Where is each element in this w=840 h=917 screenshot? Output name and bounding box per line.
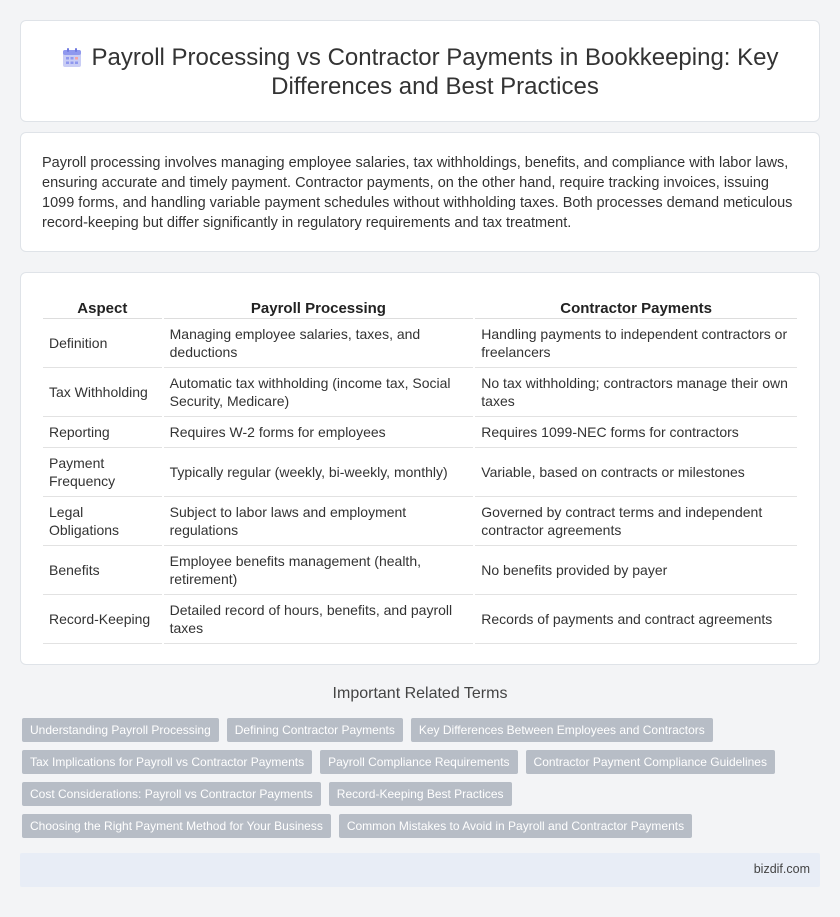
cell-contractor: Handling payments to independent contractors or freelancers bbox=[475, 319, 797, 368]
table-header-row bbox=[43, 297, 797, 319]
related-term-tag[interactable]: Understanding Payroll Processing bbox=[22, 718, 219, 742]
related-term-tag[interactable]: Common Mistakes to Avoid in Payroll and Contractor Payments bbox=[339, 814, 692, 838]
table-row bbox=[43, 319, 797, 368]
calendar-icon bbox=[61, 47, 83, 69]
cell-aspect: Definition bbox=[43, 319, 162, 368]
comparison-table bbox=[41, 297, 799, 644]
related-term-tag[interactable]: Choosing the Right Payment Method for Your Business bbox=[22, 814, 331, 838]
cell-aspect: Tax Withholding bbox=[43, 368, 162, 417]
cell-contractor: Variable, based on contracts or milestones bbox=[475, 448, 797, 497]
table-row bbox=[43, 417, 797, 448]
cell-payroll: Employee benefits management (health, retirement) bbox=[164, 546, 474, 595]
related-term-tag[interactable]: Defining Contractor Payments bbox=[227, 718, 403, 742]
cell-payroll: Requires W-2 forms for employees bbox=[164, 417, 474, 448]
related-terms-heading: Important Related Terms bbox=[332, 685, 508, 702]
cell-contractor: Governed by contract terms and independent contractor agreements bbox=[475, 497, 797, 546]
cell-contractor: Records of payments and contract agreements bbox=[475, 595, 797, 644]
footer bbox=[20, 853, 820, 887]
cell-aspect: Benefits bbox=[43, 546, 162, 595]
intro-paragraph: Payroll processing involves managing employee salaries, tax withholdings, benefits, and compliance with labor laws, ensuring accurate and timely payment. Contractor payments, on the other hand, require tracking invoices, issuing 1099 forms, and handling variable payment schedules without withholding taxes. Both processes demand meticulous record-keeping but differ significantly in regulatory requirements and tax treatment. bbox=[42, 155, 793, 231]
cell-payroll: Detailed record of hours, benefits, and payroll taxes bbox=[164, 595, 474, 644]
cell-contractor: No tax withholding; contractors manage their own taxes bbox=[475, 368, 797, 417]
intro-card bbox=[20, 132, 820, 252]
cell-payroll: Managing employee salaries, taxes, and deductions bbox=[164, 319, 474, 368]
cell-aspect: Reporting bbox=[43, 417, 162, 448]
related-terms-list bbox=[22, 718, 812, 838]
cell-aspect: Legal Obligations bbox=[43, 497, 162, 546]
comparison-card bbox=[20, 272, 820, 665]
table-row bbox=[43, 595, 797, 644]
cell-payroll: Automatic tax withholding (income tax, Social Security, Medicare) bbox=[164, 368, 474, 417]
related-term-tag[interactable]: Contractor Payment Compliance Guidelines bbox=[526, 750, 775, 774]
related-term-tag[interactable]: Cost Considerations: Payroll vs Contractor Payments bbox=[22, 782, 321, 806]
table-row bbox=[43, 368, 797, 417]
footer-site-link[interactable]: bizdif.com bbox=[753, 862, 810, 876]
related-term-tag[interactable]: Tax Implications for Payroll vs Contractor Payments bbox=[22, 750, 312, 774]
title-card bbox=[20, 20, 820, 122]
table-row bbox=[43, 448, 797, 497]
cell-aspect: Payment Frequency bbox=[43, 448, 162, 497]
related-term-tag[interactable]: Key Differences Between Employees and Contractors bbox=[411, 718, 713, 742]
cell-contractor: No benefits provided by payer bbox=[475, 546, 797, 595]
page-title: Payroll Processing vs Contractor Payments in Bookkeeping: Key Differences and Best Practices bbox=[91, 44, 779, 100]
header-aspect: Aspect bbox=[43, 297, 162, 319]
title-wrap bbox=[21, 43, 819, 101]
table-row bbox=[43, 546, 797, 595]
header-payroll: Payroll Processing bbox=[164, 297, 474, 319]
header-contractor: Contractor Payments bbox=[475, 297, 797, 319]
cell-aspect: Record-Keeping bbox=[43, 595, 162, 644]
cell-payroll: Subject to labor laws and employment regulations bbox=[164, 497, 474, 546]
related-term-tag[interactable]: Record-Keeping Best Practices bbox=[329, 782, 512, 806]
table-row bbox=[43, 497, 797, 546]
cell-payroll: Typically regular (weekly, bi-weekly, monthly) bbox=[164, 448, 474, 497]
related-term-tag[interactable]: Payroll Compliance Requirements bbox=[320, 750, 517, 774]
cell-contractor: Requires 1099-NEC forms for contractors bbox=[475, 417, 797, 448]
